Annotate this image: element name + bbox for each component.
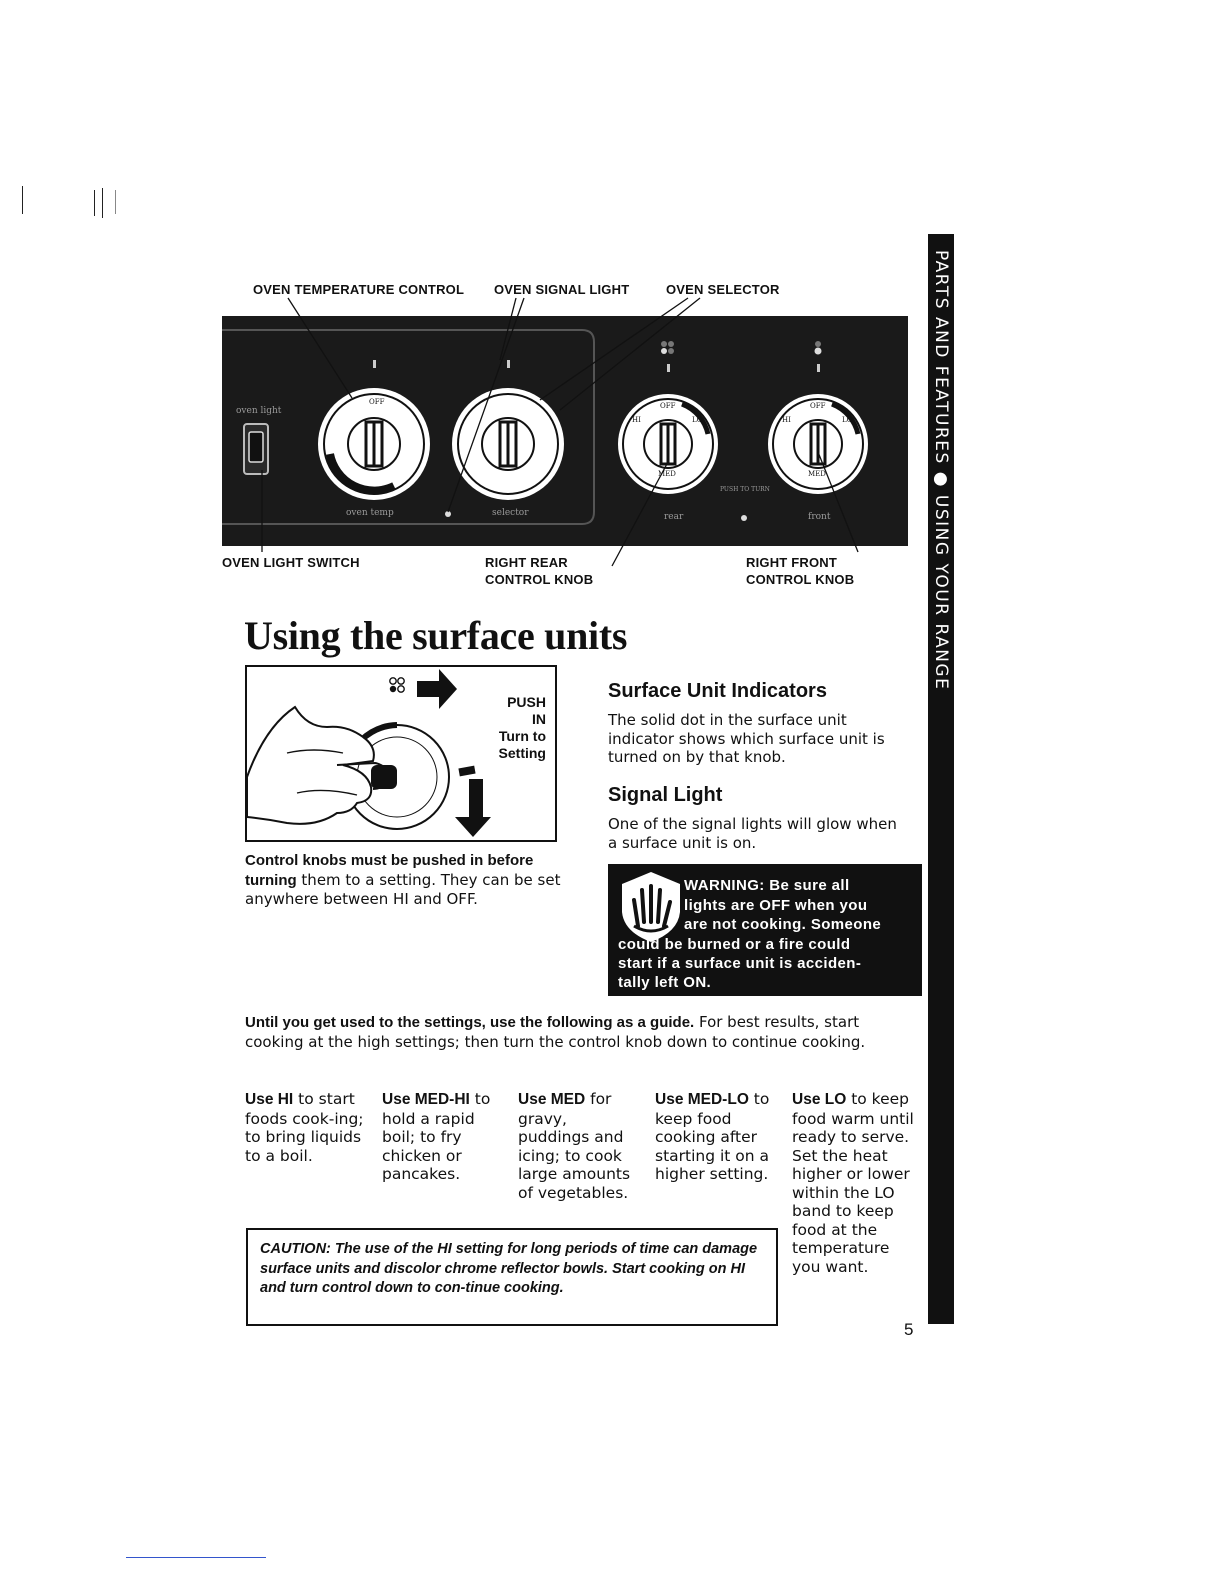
page-number: 5 <box>904 1320 914 1339</box>
oven-signal-light-label: OVEN SIGNAL LIGHT <box>494 282 630 297</box>
turn-to-text: Turn to <box>498 728 546 744</box>
warning-line-5: start if a surface unit is acciden- <box>618 955 862 972</box>
rear-knob-med-mark: MED <box>658 470 676 478</box>
warning-hand-icon <box>616 870 686 944</box>
setting-med-hi-bold: Use MED-HI <box>382 1091 470 1108</box>
caution-text: CAUTION: The use of the HI setting for long periods of time can damage surface units and discolor chrome reflector bowls. Start cooking on HI and turn control down to con-tinue cooking. <box>260 1241 758 1296</box>
push-in-instruction <box>492 694 546 762</box>
setting-med-lo-column <box>655 1090 779 1184</box>
warning-line-4: could be burned or a fire could <box>618 936 851 953</box>
rear-knob-lo-mark: LO <box>692 416 703 424</box>
scan-mark <box>115 190 116 214</box>
range-control-panel <box>222 316 908 546</box>
setting-med-lo-text: to keep food cooking after starting it on a higher setting. <box>655 1090 770 1183</box>
setting-med-text: for gravy, puddings and icing; to cook large amounts of vegetables. <box>518 1090 631 1202</box>
scan-mark <box>102 188 103 218</box>
right-front-label-line2: CONTROL KNOB <box>746 572 855 587</box>
right-rear-label-line2: CONTROL KNOB <box>485 572 594 587</box>
warning-line-2: lights are OFF when you <box>684 897 868 914</box>
setting-lo-bold: Use LO <box>792 1091 847 1108</box>
control-panel-drawing <box>222 316 908 546</box>
rear-panel-text: rear <box>664 512 684 522</box>
selector-panel-text: selector <box>492 508 529 518</box>
caution-box <box>246 1228 778 1326</box>
side-tab-label: PARTS AND FEATURES ● USING YOUR RANGE <box>931 250 951 691</box>
right-front-label-line1: RIGHT FRONT <box>746 555 838 570</box>
setting-lo-column <box>792 1090 914 1276</box>
setting-med-hi-text: to hold a rapid boil; to fry chicken or pancakes. <box>382 1090 491 1183</box>
scan-mark <box>22 186 23 214</box>
oven-selector-label: OVEN SELECTOR <box>666 282 780 297</box>
rear-knob-off-mark: OFF <box>660 402 676 410</box>
settings-guide-text: For best results, start cooking at the high settings; then turn the control knob down to continue cooking. <box>245 1013 866 1051</box>
control-knobs-note-text: them to a setting. They can be set anywhere between HI and OFF. <box>245 870 561 908</box>
rear-knob-hi-mark: HI <box>632 416 641 424</box>
oven-light-switch-label: OVEN LIGHT SWITCH <box>222 555 360 570</box>
setting-med-hi-column <box>382 1090 510 1184</box>
setting-med-column <box>518 1090 642 1202</box>
setting-hi-column <box>245 1090 369 1165</box>
front-knob-med-mark: MED <box>808 470 826 478</box>
oven-temp-panel-text: oven temp <box>346 508 394 518</box>
signal-light-body: One of the signal lights will glow when a surface unit is on. <box>608 815 897 852</box>
setting-med-lo-bold: Use MED-LO <box>655 1091 749 1108</box>
oven-temperature-control-label: OVEN TEMPERATURE CONTROL <box>253 282 465 297</box>
front-knob-off-mark: OFF <box>810 402 826 410</box>
warning-line-6: tally left ON. <box>618 974 712 991</box>
signal-light-heading: Signal Light <box>608 784 723 806</box>
warning-line-3: are not cooking. Someone <box>684 916 882 933</box>
warning-line-1: WARNING: Be sure all <box>684 877 850 894</box>
front-knob-lo-mark: LO <box>842 416 853 424</box>
front-panel-text: front <box>808 512 831 522</box>
oven-light-panel-text: oven light <box>236 406 282 416</box>
setting-hi-bold: Use HI <box>245 1091 294 1108</box>
surface-unit-indicators-body: The solid dot in the surface unit indicator shows which surface unit is turned on by that knob. <box>608 711 885 766</box>
front-knob-hi-mark: HI <box>782 416 791 424</box>
settings-guide-paragraph <box>245 1013 909 1051</box>
scan-mark <box>94 190 95 216</box>
footer-rule <box>126 1557 266 1558</box>
setting-lo-text: to keep food warm until ready to serve. Set the heat higher or lower within the LO band to keep food at the temperature you want. <box>792 1090 914 1276</box>
push-in-text: PUSH IN <box>507 694 546 727</box>
warning-box <box>608 864 922 996</box>
push-to-turn-panel-text: PUSH TO TURN <box>720 486 770 493</box>
setting-text: Setting <box>498 745 546 761</box>
surface-unit-indicators-heading: Surface Unit Indicators <box>608 680 827 702</box>
setting-med-bold: Use MED <box>518 1091 586 1108</box>
control-knobs-note-bold: Control knobs must be pushed in before turning <box>245 852 534 889</box>
settings-guide-bold: Until you get used to the settings, use the following as a guide. <box>245 1014 695 1031</box>
control-knobs-note <box>245 851 567 909</box>
setting-hi-text: to start foods cook-ing; to bring liquids to a boil. <box>245 1090 364 1165</box>
right-rear-label-line1: RIGHT REAR <box>485 555 568 570</box>
knob-off-mark: OFF <box>369 398 385 406</box>
page-title: Using the surface units <box>244 613 628 658</box>
